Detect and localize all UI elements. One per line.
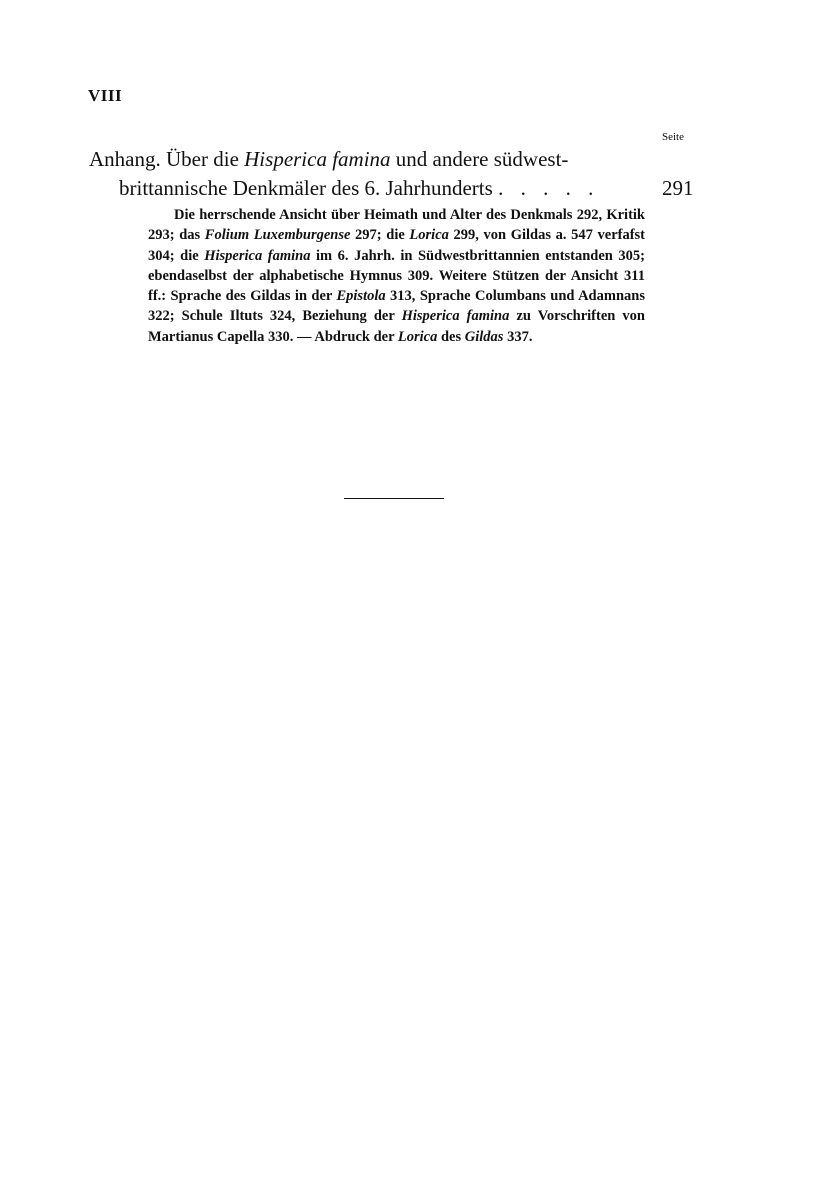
summary-italic-term: Epistola xyxy=(336,288,386,305)
divider-rule xyxy=(344,498,444,499)
entry-title-line-1 xyxy=(89,147,568,172)
leader-dots: . . . . . xyxy=(498,176,600,200)
entry-title-pre: Über die xyxy=(166,147,239,171)
summary-text: im 6. Jahrh. in Südwestbrittannien entstanden 305; ebendaselbst der alphabetische Hymnus 309. Weitere Stützen der Ansicht 311 ff.: Sprache des Gildas in der xyxy=(148,247,646,305)
summary-text: 297; die xyxy=(350,227,410,244)
entry-summary xyxy=(148,205,645,347)
summary-italic-term: Lorica xyxy=(397,328,438,345)
summary-italic-term: Gildas xyxy=(464,328,504,345)
entry-heading: Anhang. xyxy=(89,147,161,171)
summary-text: Die herrschende Ansicht über Heimath und Alter des Denkmals 292, Kritik 293; das xyxy=(148,207,645,244)
summary-italic-term: Hisperica famina xyxy=(204,247,311,264)
page-number: VIII xyxy=(88,86,123,105)
summary-text: 299, von Gildas a. 547 verfafst 304; die xyxy=(148,227,646,264)
entry-page-number: 291 xyxy=(662,176,694,200)
entry-title-line-2 xyxy=(119,176,599,201)
entry-title-post: und andere südwest- xyxy=(395,147,569,171)
entry-title-continuation: brittannische Denkmäler des 6. Jahrhunderts xyxy=(119,176,493,200)
summary-text: 337. xyxy=(503,328,533,345)
summary-italic-term: Hisperica famina xyxy=(401,308,510,325)
summary-text: des xyxy=(437,328,465,345)
seite-column-label: Seite xyxy=(662,131,684,143)
summary-italic-term: Folium Luxemburgense xyxy=(204,227,351,244)
entry-title-italic: Hisperica famina xyxy=(244,147,391,171)
summary-text: zu Vorschriften von Martianus Capella 330. — Abdruck der xyxy=(148,308,645,345)
summary-text: 313, Sprache Columbans und Adamnans 322; Schule Iltuts 324, Beziehung der xyxy=(148,288,645,325)
summary-italic-term: Lorica xyxy=(409,227,449,244)
